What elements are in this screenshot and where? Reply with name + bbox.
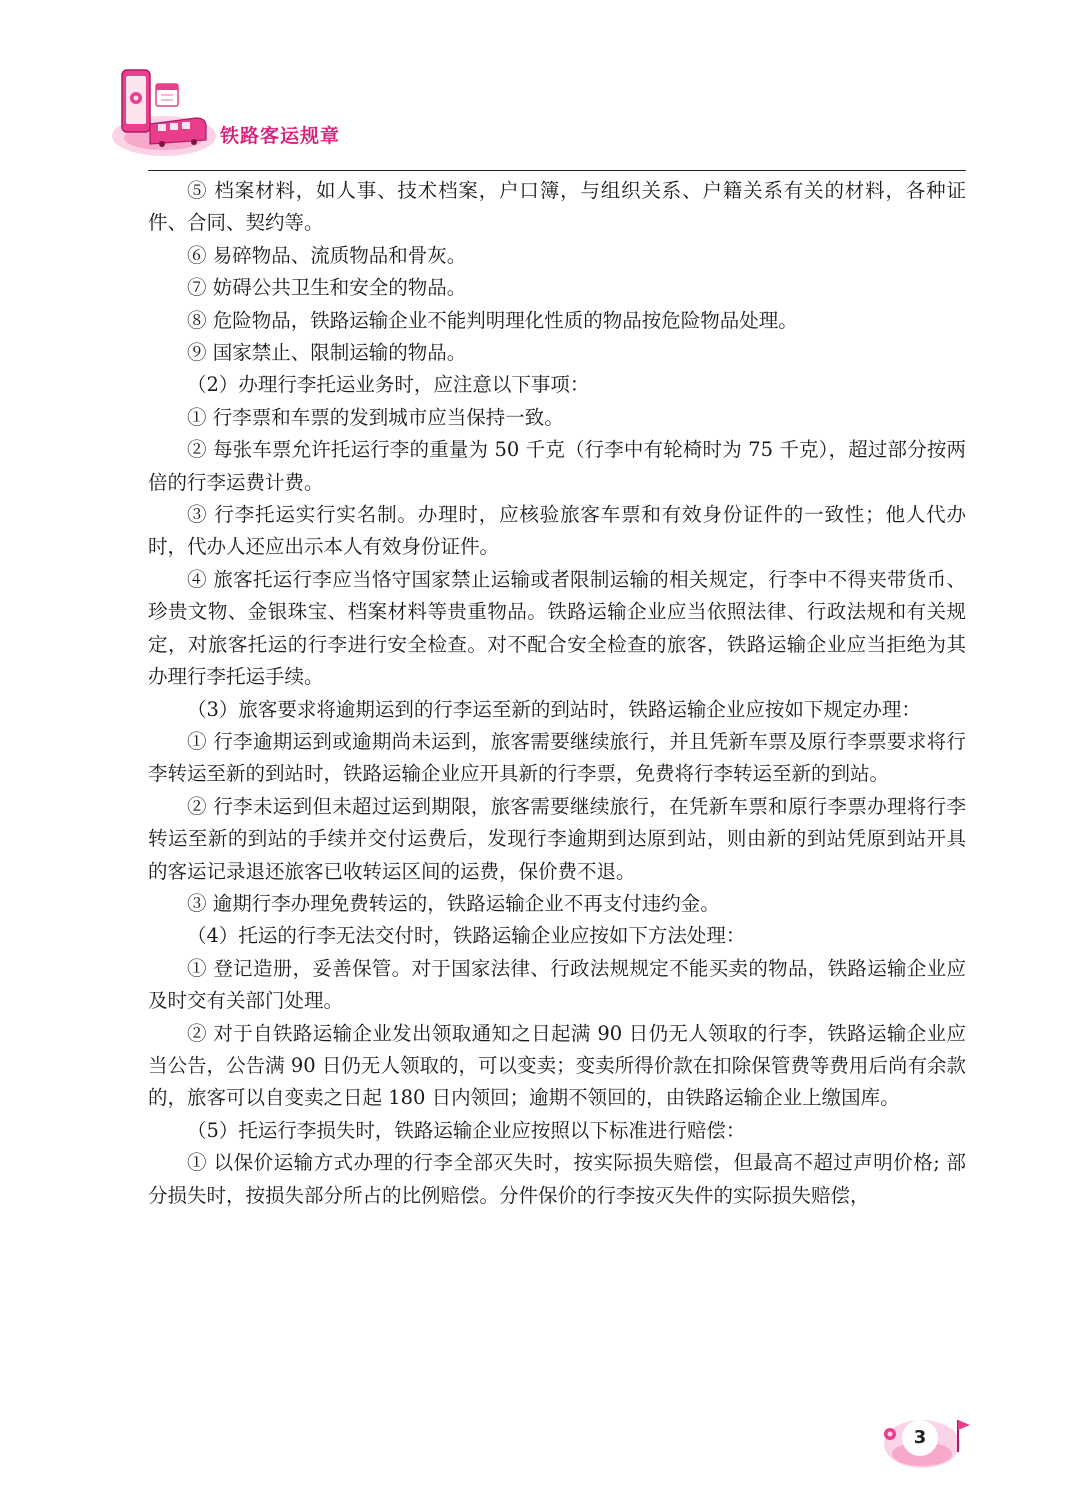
paragraph-item: ② 对于自铁路运输企业发出领取通知之日起满 90 日仍无人领取的行李，铁路运输企业应当公告，公告满 90 日仍无人领取的，可以变卖；变卖所得价款在扣除保管费等费用后尚有余款的，旅客可以自变卖之日起 180 日内领回；逾期不领回的，由铁路运输企业上缴国库。	[148, 1021, 966, 1110]
paragraph-item: ⑧ 危险物品，铁路运输企业不能判明理化性质的物品按危险物品处理。	[187, 308, 798, 332]
section-heading: （4）托运的行李无法交付时，铁路运输企业应按如下方法处理：	[187, 924, 746, 948]
paragraph-item: ① 行李逾期运到或逾期尚未运到，旅客需要继续旅行，并且凭新车票及原行李票要求将行李转运至新的到站时，铁路运输企业应开具新的行李票，免费将行李转运至新的到站。	[148, 729, 966, 786]
paragraph-item: ② 行李未运到但未超过运到期限，旅客需要继续旅行，在凭新车票和原行李票办理将行李转运至新的到站的手续并交付运费后，发现行李逾期到达原到站，则由新的到站凭原到站开具的客运记录退还旅客已收转运区间的运费，保价费不退。	[148, 794, 966, 883]
paragraph-item: ⑤ 档案材料，如人事、技术档案，户口簿，与组织关系、户籍关系有关的材料，各种证件、合同、契约等。	[148, 179, 966, 235]
page-body	[148, 175, 966, 1212]
paragraph-item: ⑦ 妨碍公共卫生和安全的物品。	[187, 276, 467, 300]
section-heading: （2）办理行李托运业务时，应注意以下事项：	[187, 373, 590, 397]
paragraph-item: ③ 逾期行李办理免费转运的，铁路运输企业不再支付违约金。	[187, 891, 720, 915]
paragraph-item: ④ 旅客托运行李应当恪守国家禁止运输或者限制运输的相关规定，行李中不得夹带货币、珍贵文物、金银珠宝、档案材料等贵重物品。铁路运输企业应当依照法律、行政法规和有关规定，对旅客托运的行李进行安全检查。对不配合安全检查的旅客，铁路运输企业应当拒绝为其办理行李托运手续。	[148, 567, 966, 689]
header-divider	[148, 170, 966, 171]
paragraph-item: ① 登记造册，妥善保管。对于国家法律、行政法规规定不能买卖的物品，铁路运输企业应及时交有关部门处理。	[148, 956, 966, 1013]
header-title: 铁路客运规章	[220, 125, 341, 147]
paragraph-item: ② 每张车票允许托运行李的重量为 50 千克（行李中有轮椅时为 75 千克），超过部分按两倍的行李运费计费。	[148, 438, 966, 494]
paragraph-item: ① 行李票和车票的发到城市应当保持一致。	[187, 405, 564, 429]
phone-train-calendar-icon	[108, 64, 228, 164]
paragraph-item: ① 以保价运输方式办理的行李全部灭失时，按实际损失赔偿，但最高不超过声明价格; 部分损失时，按损失部分所占的比例赔偿。分件保价的行李按灭失件的实际损失赔偿，	[148, 1151, 966, 1207]
page-header	[0, 0, 1083, 180]
section-heading: （5）托运行李损失时，铁路运输企业应按照以下标准进行赔偿：	[187, 1118, 746, 1142]
page-number: 3	[902, 1420, 938, 1456]
section-heading: （3）旅客要求将逾期运到的行李运至新的到站时，铁路运输企业应按如下规定办理：	[187, 697, 921, 721]
paragraph-item: ③ 行李托运实行实名制。办理时，应核验旅客车票和有效身份证件的一致性；他人代办时，代办人还应出示本人有效身份证件。	[148, 503, 966, 559]
paragraph-item: ⑨ 国家禁止、限制运输的物品。	[187, 341, 467, 365]
paragraph-item: ⑥ 易碎物品、流质物品和骨灰。	[187, 243, 467, 267]
